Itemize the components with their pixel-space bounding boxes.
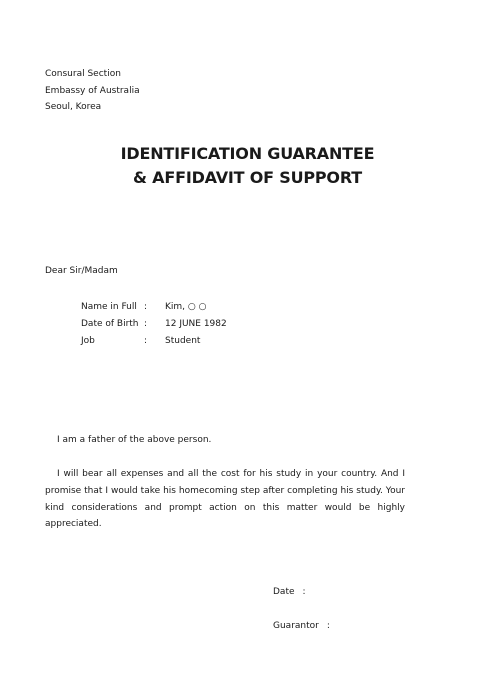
guarantor-line: [273, 621, 330, 631]
address-line-2: Embassy of Australia: [45, 85, 140, 96]
address-line-1: Consural Section: [45, 69, 121, 79]
salutation: Dear Sir/Madam: [45, 266, 118, 276]
document-title-line-1: IDENTIFICATION GUARANTEE: [120, 144, 375, 163]
guarantor-colon: :: [326, 621, 330, 631]
info-value: 12 JUNE 1982: [165, 319, 227, 329]
info-value: Kim, ○ ○: [165, 302, 207, 312]
info-label: Job: [81, 336, 95, 346]
body-paragraph-1: I am a father of the above person.: [57, 435, 212, 445]
info-colon: :: [144, 302, 148, 312]
date-label: Date: [273, 587, 295, 597]
info-colon: :: [144, 336, 148, 346]
info-colon: :: [144, 319, 148, 329]
info-label: Date of Birth: [81, 319, 139, 329]
address-line-3: Seoul, Korea: [45, 102, 102, 112]
date-line: [273, 587, 306, 597]
info-value: Student: [165, 336, 201, 346]
guarantor-label: Guarantor: [273, 621, 319, 631]
recipient-address: [45, 66, 140, 116]
body-paragraph-2: I will bear all expenses and all the cost for his study in your country. And I promise that I would take his homecoming step after completing his study. Your kind considerations and prompt action on this matter would be highly appreciated.: [45, 469, 405, 530]
date-colon: :: [302, 587, 306, 597]
document-title-line-2: & AFFIDAVIT OF SUPPORT: [133, 168, 362, 187]
info-label: Name in Full: [81, 302, 137, 312]
